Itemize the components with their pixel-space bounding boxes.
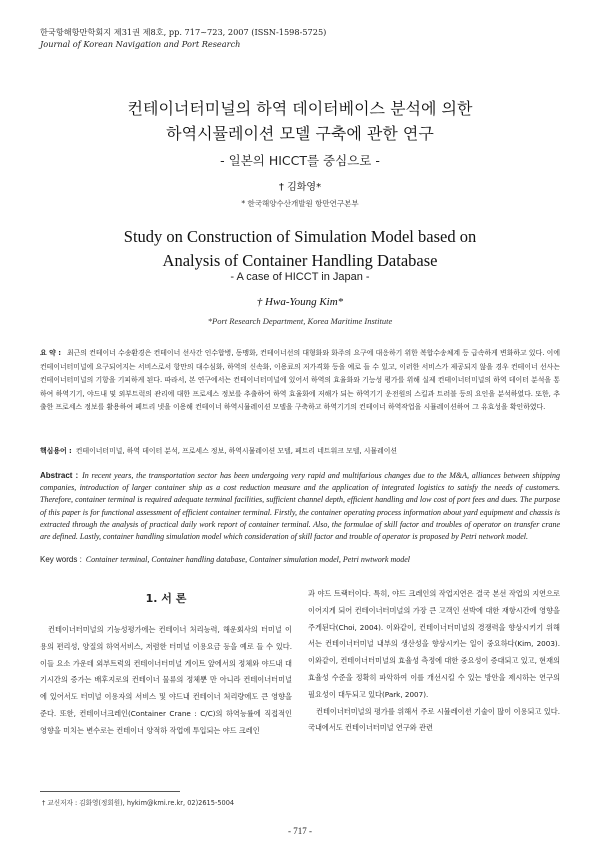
body-paragraph: 컨테이너터미널의 기능성평가에는 컨테이너 처리능력, 해운회사의 터미널 이용의 편리성, 양질의 하역서비스, 저렴한 터미널 이용요금 등을 예로 들 수 있다. 이들 요소 가운데 외부트럭의 컨테이너터미널 게이트 앞에서의 정체와 야드내 대기시간의 증가는 배후지로의 컨테이너 물류의 정체뿐 만 아니라 컨테이너터미널에 있어서도 터미널 이용자의 서비스 및 야드내 컨테이너 처리량에도 큰 영향을 준다. 또한, 컨테이너크레인(Container Crane : C/C)의 하역능률에 직접적인 영향을 미치는 변수로는 컨테이너 양적하 작업에 투입되는 야드 크레인	[40, 625, 292, 735]
english-author: † Hwa-Young Kim*	[256, 296, 344, 308]
english-keywords-text: Container terminal, Container handling database, Container simulation model, Petri nwtwork model	[85, 555, 411, 564]
body-paragraph: 컨테이너터미널의 평가를 위해서 주로 시뮬레이션 기술이 많이 이용되고 있다. 국내에서도 컨테이너터미널 연구와 관련	[308, 706, 560, 733]
journal-header	[40, 26, 326, 50]
korean-abstract-label: 요 약 :	[40, 349, 61, 357]
korean-keywords-text: 컨테이너터미널, 하역 데이터 분석, 프로세스 정보, 하역시뮬레이션 모델, 페트리 네트워크 모델, 시뮬레이션	[75, 447, 398, 455]
korean-abstract-text: 최근의 컨테이너 수송환경은 컨테이너 선사간 인수합병, 동맹화, 컨테이너선의 대형화와 화주의 요구에 대응하기 위한 복합수송체계 등 급속하게 변화하고 있다. 이에 컨테이너터미널에 요구되어지는 서비스로서 항만의 대수심화, 하역의 신속화, 이용료의 저가격화 등을 예로 들 수 있고, 이러한 서비스가 제공되지 않을 경우 컨테이너 선사는 컨테이너터미널의 기항을 기피하게 된다. 따라서, 본 연구에서는 컨테이너터미널에 있어서 하역의 효율화와 기능성 평가를 위해 실제 컨테이너터미널의 하역 데이터 분석을 통하여 하역기기, 야드내 및 외부트럭의 관리에 대한 프로세스 정보를 추출하여 하역 효율화에 저해가 되는 하역기기 운전원의 스킬과 트러블 등의 요인을 분석하였다. 또한, 추출한 프로세스 정보를 활용하여 페트리 넷을 이용해 컨테이너 하역시뮬레이션 모델을 구축하고 하역기기의 컨테이너 하역작업을 시뮬레이션하여 그 유효성을 확인하였다.	[40, 349, 560, 412]
korean-abstract	[40, 347, 560, 415]
footnote-divider	[40, 791, 180, 792]
english-abstract	[40, 470, 560, 543]
english-keywords	[40, 555, 560, 564]
korean-title-line2: 하역시뮬레이션 모델 구축에 관한 연구	[166, 124, 434, 143]
english-affiliation: *Port Research Department, Korea Maritime Institute	[207, 316, 393, 326]
english-title	[0, 225, 600, 273]
english-title-line2: Analysis of Container Handling Database	[162, 251, 438, 270]
body-column-right	[308, 586, 560, 737]
journal-citation-ko: 한국항해항만학회지 제31권 제8호, pp. 717~723, 2007 (ISSN-1598-5725)	[40, 27, 327, 37]
korean-affiliation: * 한국해양수산개발원 항만연구본부	[241, 199, 359, 208]
page-number: - 717 -	[288, 826, 312, 836]
korean-keywords	[40, 445, 560, 455]
korean-title	[0, 96, 600, 146]
corresponding-author-footnote: † 교신저자 : 김화영(정회원), hykim@kmi.re.kr, 02)2615-5004	[42, 799, 235, 807]
korean-keywords-label: 핵심용어 :	[40, 447, 72, 455]
body-paragraph: 과 야드 트랙터이다. 특히, 야드 크레인의 작업지연은 결국 본선 작업의 지연으로 이어지게 되어 컨테이너터미널의 가장 큰 고객인 선박에 대한 재항시간에 영향을 주게된다(Choi, 2004). 이와같이, 컨테이너터미널의 경쟁력을 향상시키기 위해서는 컨테이너터미널 내부의 생산성을 향상시키는 일이 중요하다(Kim, 2003). 이와같이, 컨테이너터미널의 효율성 측정에 대한 중요성이 증대되고 있고, 현재의 효율성 수준을 정확히 파악하여 이를 개선시킬 수 있는 방안을 제시하는 연구의 필요성이 대두되고 있다(Park, 2007).	[308, 589, 560, 699]
section-heading-introduction: 1. 서 론	[145, 592, 187, 605]
korean-author: † 김화영*	[278, 182, 322, 193]
journal-name-en: Journal of Korean Navigation and Port Research	[40, 39, 241, 49]
english-abstract-text: In recent years, the transportation sector has been undergoing very rapid and multifarious changes due to the M&A, alliances between shipping companies, introduction of larger container ship as a cost reduction measure and the application of integrated logistics to satisfy the needs of customers. Therefore, container terminal is required adequate terminal facilities, sufficient channel depth, efficient handling and low cost of port fees and dues. The purpose of this paper is for functional assessment of efficient container terminal. Firstly, the container operating process information about yard equipment and chassis is extracted through the analysis of practical daily work report of container terminal. Also, the formulae of skill factor and troubles of operator on transfer crane are defined. Lastly, container handling simulation model which consideration of skill factor and trouble of operator is proposed by Petri network model.	[40, 471, 561, 542]
korean-title-line1: 컨테이너터미널의 하역 데이터베이스 분석에 의한	[127, 99, 473, 118]
english-abstract-label: Abstract :	[40, 471, 79, 480]
english-keywords-label: Key words :	[40, 555, 82, 564]
english-title-line1: Study on Construction of Simulation Model based on	[123, 227, 477, 246]
body-column-left	[40, 586, 292, 740]
korean-subtitle: - 일본의 HICCT를 중심으로 -	[220, 153, 380, 168]
english-subtitle: - A case of HICCT in Japan -	[230, 271, 370, 283]
